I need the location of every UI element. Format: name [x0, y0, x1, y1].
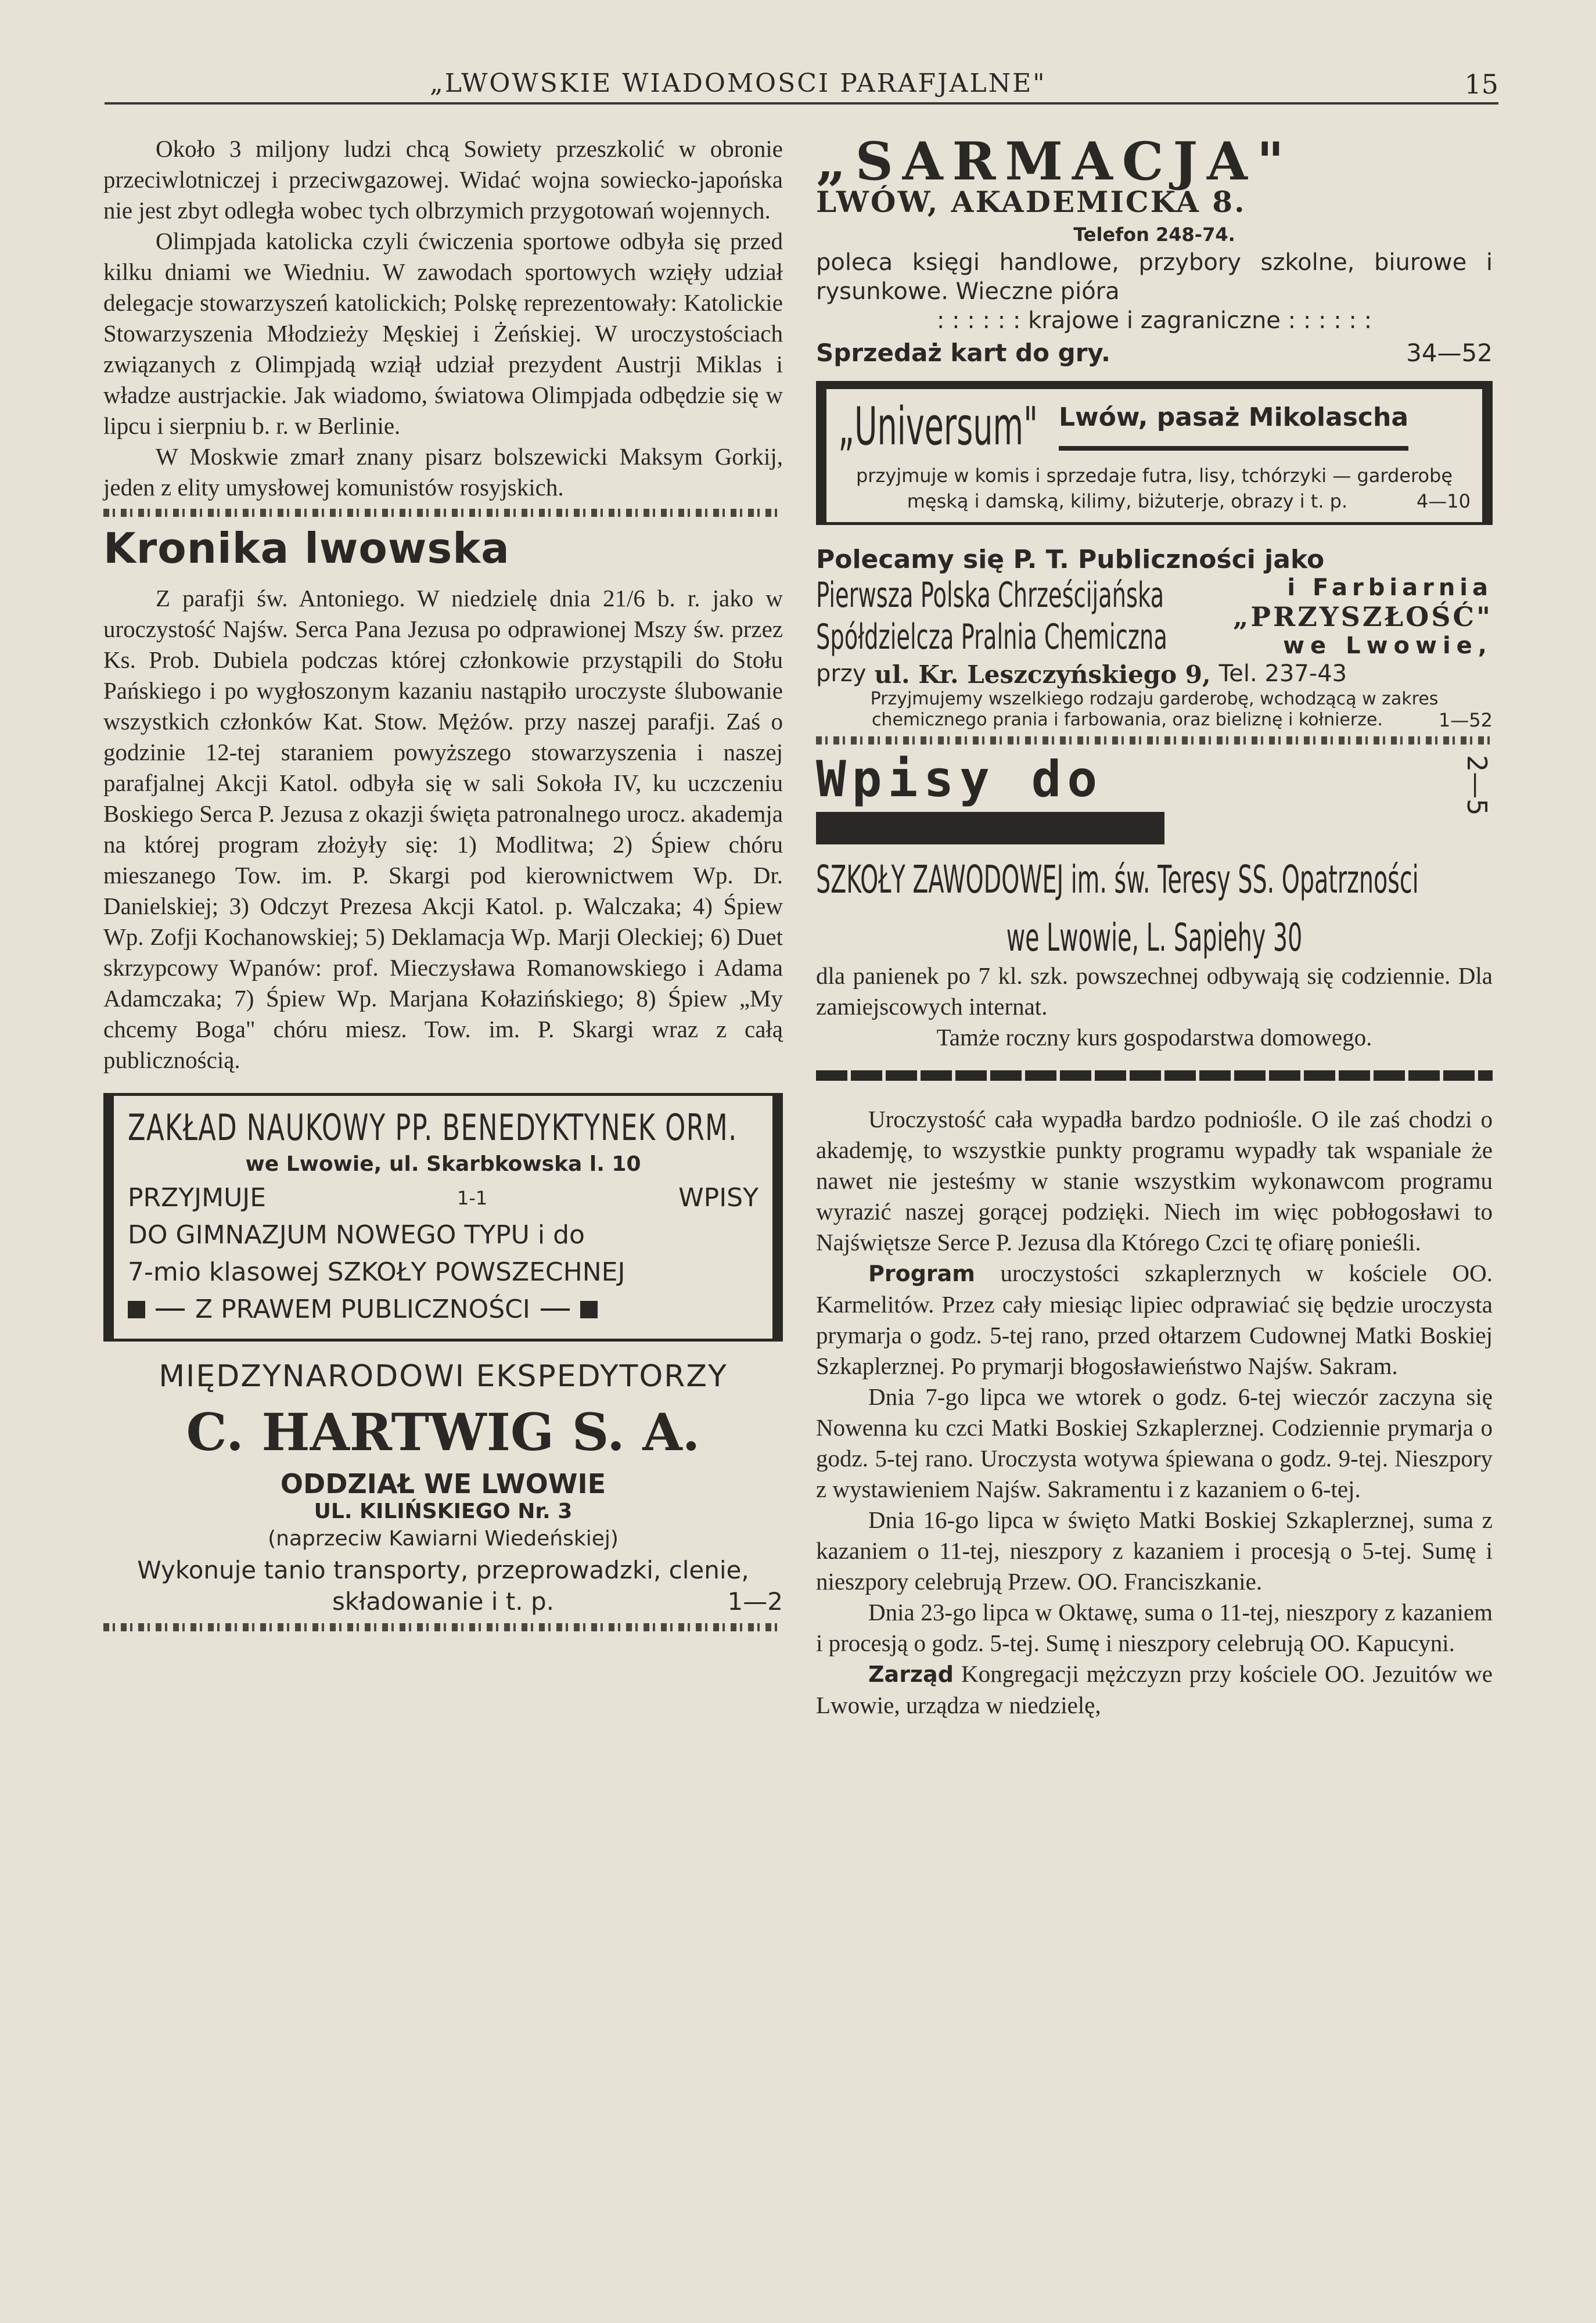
ad-pralnia: [816, 574, 1493, 659]
ad-benedyktynki-line1: [128, 1180, 759, 1217]
pralnia-addr-pre: przy: [816, 660, 867, 687]
ad-l1-right: WPISY: [678, 1183, 759, 1213]
wpisy-text: dla panienek po 7 kl. szk. powszechnej odbywają się codziennie. Dla zamiejscowych internat.: [816, 962, 1493, 1020]
news-soviets: Około 3 miljony ludzi chcą Sowiety przeszkolić w obronie przeciwlotniczej i przeciwgazowej. Widać wojna sowiecko-japońska nie jest zbyt odległa wobec tych olbrzymich przygotowań wojennych.: [103, 135, 783, 224]
wpisy-school2: we Lwowie, L. Sapiehy 30: [1006, 915, 1303, 960]
pralnia-names: [816, 574, 1217, 659]
hartwig-line2: [103, 1586, 783, 1617]
universum-logo: „Universum": [838, 396, 1038, 457]
pralnia-line1: Pierwsza Polska Chrześcijańska: [816, 575, 1164, 616]
page-header: [105, 64, 1498, 105]
sarmacja-offer: poleca księgi handlowe, przybory szkolne, biurowe i rysunkowe. Wieczne pióra: [816, 249, 1493, 305]
universum-address: Lwów, pasaż Mikolascha: [1059, 402, 1408, 451]
pralnia-farbiarnia: [1217, 574, 1493, 659]
universum-desc: [838, 463, 1471, 514]
news-olympiad: Olimpjada katolicka czyli ćwiczenia sportowe odbyła się przed kilku dniami we Wiedniu. W zawodach sportowych wzięły udział delegacje stowarzyszeń katolickich; Polskę reprezentowały: Katolickie Stowarzyszenia Młodzieży Męskiej i Żeńskiej. W uroczystościach związanych z Olimpjadą wziął udział prezydent Austrji Miklas i władze austrjackie. Jak wiadomo, światowa Olimpjada odbędzie się w lipcu i sierpniu b. r. w Berlinie.: [103, 228, 783, 439]
kronika-article: Z parafji św. Antoniego. W niedzielę dnia 21/6 b. r. jako w uroczystość Najśw. Serca Pana Jezusa po odprawionej Mszy św. przez Ks. Prob. Dubiela podczas której członkowie przystąpili do Stołu Pańskiego i po wygłoszonym kazaniu nastąpiło uroczyste ślubowanie wszystkich członków Kat. Stow. Mężów. przy naszej parafji. Zaś o godzinie 12-tej staraniem powyższego stowarzyszenia i naszej parafjalnej Akcji Katol. odbyła się w sali Sokoła IV, ku uczczeniu Boskiego Serca P. Jezusa z okazji święta patronalnego urocz. akademja na której program złożyły się: 1) Modlitwa; 2) Śpiew chóru mieszanego Tow. im. P. Skargi pod kierownictwem Wp. Dr. Danielskiej; 3) Odczyt Prezesa Akcji Katol. p. Walczaka; 4) Śpiew Wp. Zofji Kochanowskiej; 5) Deklamacja Wp. Marji Oleckiej; 6) Duet skrzypcowy Wpanów: prof. Mieczysława Romanowskiego i Adama Adamczaka; 7) Śpiew Wp. Marjana Kołazińskiego; 8) Śpiew „My chcemy Boga" chóru miesz. Tow. im. P. Skargi wraz z całą publicznością.: [103, 585, 783, 1073]
hartwig-text2: składowanie i t. p.: [332, 1587, 554, 1616]
hartwig-tagline: MIĘDZYNARODOWI EKSPEDYTORZY: [159, 1359, 728, 1394]
dash-line: [156, 1308, 185, 1311]
pralnia-line2: Spółdzielcza Pralnia Chemiczna: [816, 617, 1167, 657]
pralnia-tel: Tel. 237-43: [1218, 660, 1347, 687]
article-16-lipca: Dnia 16-go lipca w święto Matki Boskiej Szkaplerznej, suma z kazaniem o 11-tej, nieszpory z kazaniem i procesją o 5-tej. Sumę i nieszpory celebrują Przew. OO. Franciszkanie.: [816, 1506, 1493, 1595]
program-text: uroczystości szkaplerznych w kościele OO. Karmelitów. Przez cały miesiąc lipiec odprawiać się będzie uroczysta prymarja o godz. 5-tej rano, przed ołtarzem Cudownej Matki Boskiej Szkaplerznej. Po prymarji błogosławieństwo Najśw. Sakram.: [816, 1260, 1493, 1379]
ad-wpisy: [816, 750, 1493, 844]
pralnia-code: 1—52: [1438, 709, 1493, 731]
universum-desc-text: przyjmuje w komis i sprzedaje futra, lisy, tchórzyki — garderobę męską i damską, kilimy, biżuterje, obrazy i t. p.: [855, 465, 1453, 512]
hartwig-near: (naprzeciw Kawiarni Wiedeńskiej): [268, 1527, 619, 1551]
news-gorky: W Moskwie zmarł znany pisarz bolszewicki Maksym Gorkij, jeden z elity umysłowej komunistów rosyjskich.: [103, 443, 783, 501]
wpisy-title: Wpisy do: [816, 750, 1103, 808]
hartwig-name: C. HARTWIG S. A.: [186, 1402, 700, 1462]
hartwig-code: 1—2: [727, 1587, 783, 1616]
wpisy-head: [816, 750, 1164, 844]
ad-sarmacja: [816, 131, 1493, 367]
ad-benedyktynki-line2: DO GIMNAZJUM NOWEGO TYPU i do: [128, 1220, 585, 1250]
ad-l4-text: Z PRAWEM PUBLICZNOŚCI: [195, 1294, 530, 1324]
ornament-divider: [103, 1623, 783, 1631]
ad-benedyktynki-line4: [128, 1291, 759, 1328]
left-column: [103, 134, 783, 1637]
pralnia-r3: we Lwowie,: [1283, 632, 1493, 659]
zarzad-lead: Zarząd: [868, 1662, 954, 1687]
square-bullet-icon: [128, 1301, 145, 1318]
hartwig-text1: Wykonuje tanio transporty, przeprowadzki, clenie,: [137, 1556, 749, 1584]
pralnia-addr: ul. Kr. Leszczyńskiego 9,: [874, 660, 1211, 689]
ad-benedyktynki-line3: 7-mio klasowej SZKOŁY POWSZECHNEJ: [128, 1257, 626, 1287]
ad-l1-code: 1-1: [456, 1187, 488, 1209]
wpisy-school1: SZKOŁY ZAWODOWEJ im. św. Teresy SS. Opatrzności: [816, 857, 1419, 902]
right-column: [816, 131, 1493, 1721]
square-bullet-icon: [580, 1301, 598, 1318]
article-nowenna: Dnia 7-go lipca we wtorek o godz. 6-tej wieczór zaczyna się Nowenna ku czci Matki Boskiej Szkaplerznej. Codziennie prymarja o godz. 5-tej rano. Uroczysta wotywa śpiewana o godz. 9-tej. Nieszpory z wystawieniem Najśw. Sakramentu i z kazaniem o 6-tej.: [816, 1383, 1493, 1502]
article-uroczystosc: Uroczystość cała wypadła bardzo podniośle. O ile zaś chodzi o akademję, to wszystkie punkty programu wypadły tak wspaniale że nawet nie jesteśmy w stanie wszystkim wykonawcom programu wyrazić naszej gorącej podzięki. Niech im więc pobłogosławi to Najświętsze Serce P. Jezusa dla Którego Czci tę ofiarę ponieśli.: [816, 1106, 1493, 1256]
ad-hartwig: [103, 1359, 783, 1617]
sarmacja-sale-line: [816, 339, 1493, 367]
wpisy-bar: [816, 812, 1164, 844]
running-title: „LWOWSKIE WIADOMOSCI PARAFJALNE": [430, 69, 1047, 98]
pralnia-intro: Polecamy się P. T. Publiczności jako: [816, 545, 1325, 574]
section-title-kronika: Kronika lwowska: [103, 524, 510, 573]
header-rule: [105, 102, 1498, 105]
pralnia-desc-text: Przyjmujemy wszelkiego rodzaju garderobę, wchodzącą w zakres chemicznego prania i farbowania, oraz bieliznę i kołnierze.: [870, 689, 1439, 730]
sarmacja-address: LWÓW, AKADEMICKA 8.: [816, 185, 1246, 219]
sarmacja-phone: Telefon 248-74.: [1073, 224, 1235, 246]
pralnia-address-line: [816, 660, 1493, 689]
universum-head: [838, 396, 1471, 457]
article-23-lipca: Dnia 23-go lipca w Oktawę, suma o 11-tej, nieszpory z kazaniem i procesją o godz. 5-tej. Sumę i nieszpory celebrują OO. Kapucyni.: [816, 1599, 1493, 1656]
ad-benedyktynki: [103, 1093, 783, 1342]
zarzad-text: Kongregacji mężczyzn przy kościele OO. Jezuitów we Lwowie, urządza w niedzielę,: [816, 1660, 1493, 1718]
ad-universum: [816, 381, 1493, 525]
article-program: [816, 1258, 1493, 1382]
ad-benedyktynki-address: we Lwowie, ul. Skarbkowska l. 10: [245, 1152, 641, 1176]
wpisy-code: 2—5: [1461, 755, 1493, 816]
sarmacja-code: 34—52: [1406, 339, 1493, 367]
sarmacja-sale: Sprzedaż kart do gry.: [816, 339, 1110, 367]
ad-l1-left: PRZYJMUJE: [128, 1183, 267, 1213]
ornament-divider: [103, 509, 783, 517]
pralnia-desc: [816, 689, 1493, 731]
article-zarzad: [816, 1659, 1493, 1721]
dash-line: [541, 1308, 570, 1311]
bar-divider: [816, 1070, 1493, 1081]
sarmacja-name: „SARMACJA": [816, 131, 1293, 192]
pralnia-r2: „PRZYSZŁOŚĆ": [1232, 601, 1493, 632]
ornament-divider: [816, 736, 1493, 745]
sarmacja-offer2: : : : : : : krajowe i zagraniczne : : : : : :: [936, 307, 1372, 334]
ad-benedyktynki-title: ZAKŁAD NAUKOWY PP. BENEDYKTYNEK ORM.: [128, 1106, 738, 1149]
program-lead: Program: [868, 1261, 975, 1286]
hartwig-street: UL. KILIŃSKIEGO Nr. 3: [314, 1499, 573, 1523]
wpisy-course: Tamże roczny kurs gospodarstwa domowego.: [936, 1024, 1372, 1051]
universum-code: 4—10: [1416, 490, 1471, 512]
page-number: 15: [1464, 69, 1498, 100]
pralnia-r1: i Farbiarnia: [1287, 574, 1493, 601]
hartwig-branch: ODDZIAŁ WE LWOWIE: [280, 1468, 606, 1499]
